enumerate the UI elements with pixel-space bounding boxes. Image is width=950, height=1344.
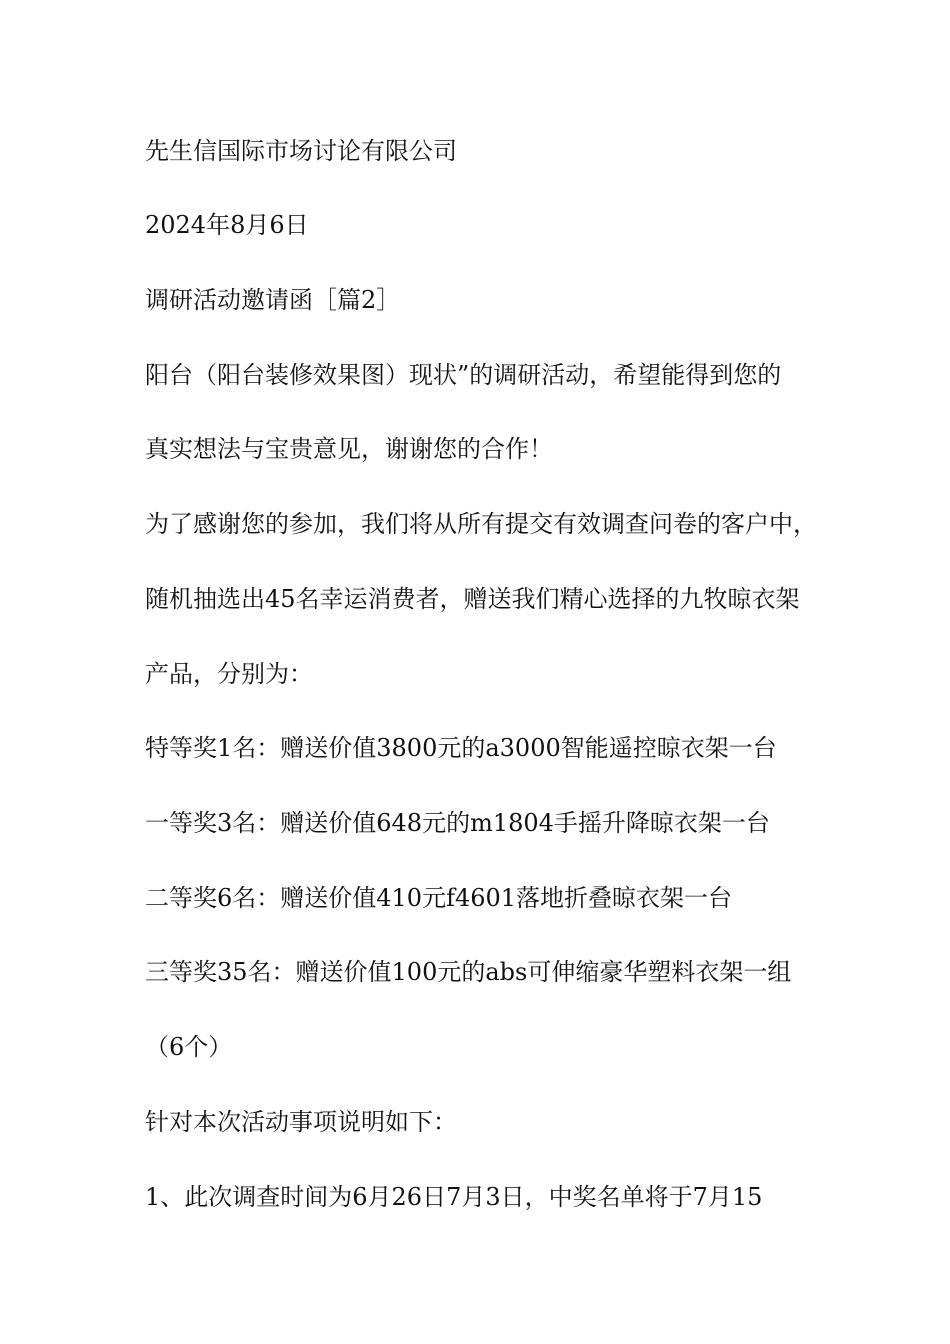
company-name: 先生信国际市场讨论有限公司 [145, 137, 457, 165]
paragraph-line: 阳台（阳台装修效果图）现状”的调研活动，希望能得到您的 [145, 361, 782, 389]
paragraph-line: 随机抽选出45名幸运消费者，赠送我们精心选择的九牧晾衣架 [145, 585, 800, 613]
prize-second: 二等奖6名：赠送价值410元f4601落地折叠晾衣架一台 [145, 884, 733, 912]
prize-special: 特等奖1名：赠送价值3800元的a3000智能遥控晾衣架一台 [145, 734, 777, 762]
paragraph-line: 真实想法与宝贵意见，谢谢您的合作！ [145, 435, 553, 463]
date-line: 2024年8月6日 [145, 211, 309, 239]
note-item: 1、此次调查时间为6月26日7月3日，中奖名单将于7月15 [145, 1183, 763, 1211]
prize-third: 三等奖35名：赠送价值100元的abs可伸缩豪华塑料衣架一组 [145, 958, 792, 986]
paragraph-line: 产品，分别为： [145, 660, 313, 688]
prize-third-note: （6个） [145, 1033, 233, 1061]
prize-first: 一等奖3名：赠送价值648元的m1804手摇升降晾衣架一台 [145, 809, 770, 837]
notes-heading: 针对本次活动事项说明如下： [145, 1108, 457, 1136]
section-title: 调研活动邀请函［篇2］ [145, 286, 401, 314]
paragraph-line: 为了感谢您的参加，我们将从所有提交有效调查问卷的客户中， [145, 510, 817, 538]
